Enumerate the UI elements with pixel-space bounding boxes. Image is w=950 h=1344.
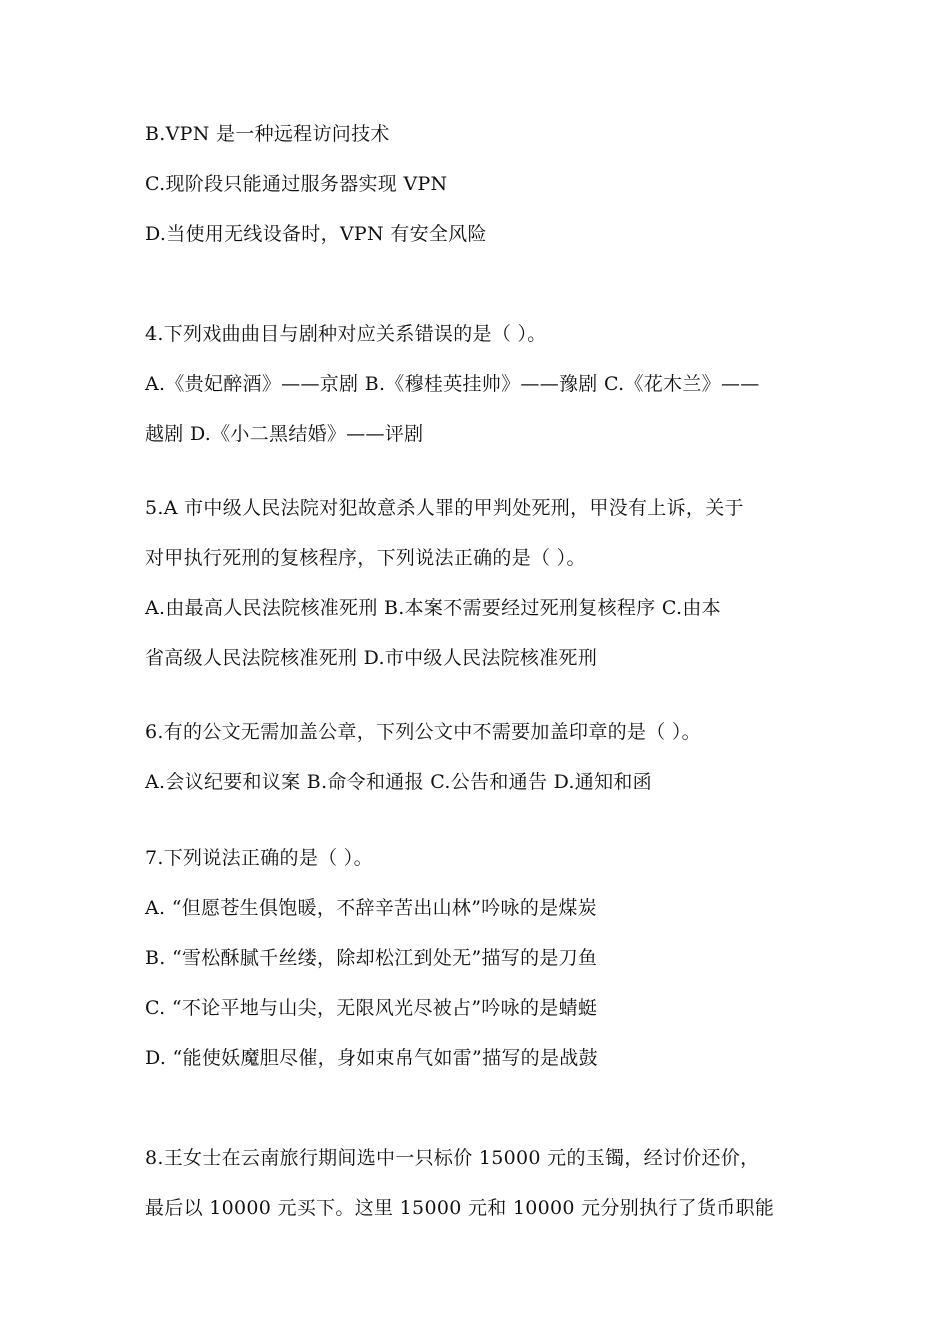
question-6-stem: 6.有的公文无需加盖公章，下列公文中不需要加盖印章的是（ ）。 [145, 721, 701, 743]
question-7-option-a: A. “但愿苍生俱饱暖，不辞辛苦出山林”吟咏的是煤炭 [145, 897, 598, 919]
question-6-options: A.会议纪要和议案 B.命令和通报 C.公告和通告 D.通知和函 [145, 771, 652, 793]
question-4-options-line-1: A.《贵妃醉酒》——京剧 B.《穆桂英挂帅》——豫剧 C.《花木兰》—— [145, 373, 760, 395]
question-7-option-b: B. “雪松酥腻千丝缕，除却松江到处无”描写的是刀鱼 [145, 947, 598, 969]
question-5-options-line-2: 省高级人民法院核准死刑 D.市中级人民法院核准死刑 [145, 647, 598, 669]
question-4-stem: 4.下列戏曲曲目与剧种对应关系错误的是（ ）。 [145, 323, 547, 345]
question-5-options-line-1: A.由最高人民法院核准死刑 B.本案不需要经过死刑复核程序 C.由本 [145, 597, 721, 619]
question-8-stem-line-1: 8.王女士在云南旅行期间选中一只标价 15000 元的玉镯，经讨价还价， [145, 1147, 760, 1169]
question-7-option-d: D. “能使妖魔胆尽催，身如束帛气如雷”描写的是战鼓 [145, 1047, 598, 1069]
question-7-option-c: C. “不论平地与山尖，无限风光尽被占”吟咏的是蜻蜓 [145, 997, 598, 1019]
question-5-stem-line-1: 5.A 市中级人民法院对犯故意杀人罪的甲判处死刑，甲没有上诉，关于 [145, 497, 744, 519]
question-7-stem: 7.下列说法正确的是（ ）。 [145, 847, 373, 869]
question-3-option-c: C.现阶段只能通过服务器实现 VPN [145, 173, 448, 195]
question-8-stem-line-2: 最后以 10000 元买下。这里 15000 元和 10000 元分别执行了货币职能 [145, 1197, 775, 1219]
question-4-options-line-2: 越剧 D.《小二黑结婚》——评剧 [145, 423, 424, 445]
question-3-option-b: B.VPN 是一种远程访问技术 [145, 123, 390, 145]
question-3-option-d: D.当使用无线设备时，VPN 有安全风险 [145, 223, 487, 245]
question-5-stem-line-2: 对甲执行死刑的复核程序，下列说法正确的是（ ）。 [145, 547, 586, 569]
